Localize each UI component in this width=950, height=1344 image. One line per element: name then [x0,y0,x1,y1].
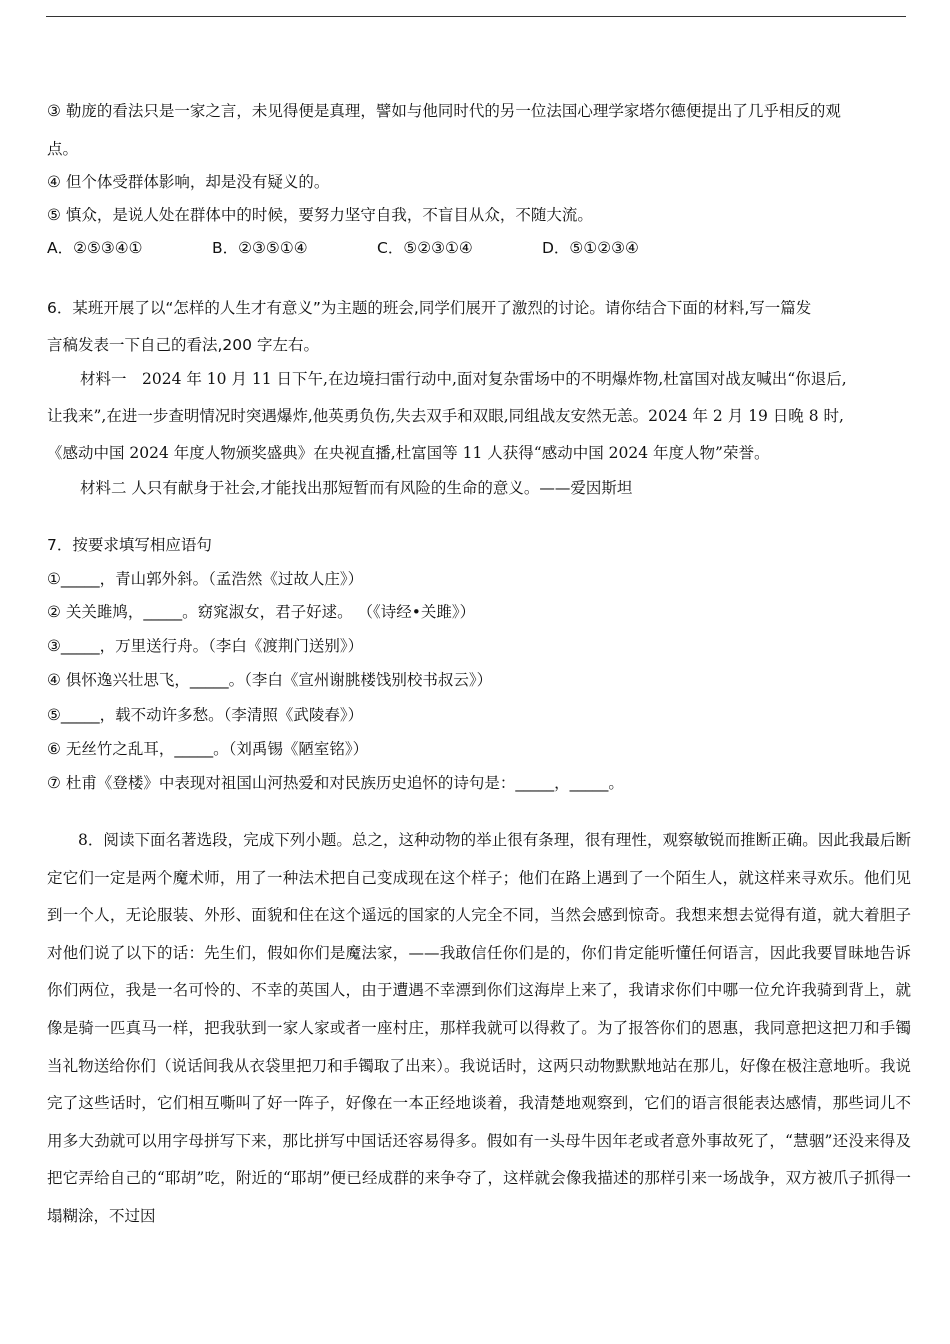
header-rule [46,16,906,17]
q5-statement-3a: ③ 勒庞的看法只是一家之言，未见得便是真理，譬如与他同时代的另一位法国心理学家塔尔德便提出了几乎相反的观 [47,102,841,120]
q7-item-1: ①_____，青山郭外斜。（孟浩然《过故人庄》） [47,570,364,588]
q7-item-6: ⑥ 无丝竹之乱耳，_____。（刘禹锡《陋室铭》） [47,740,369,758]
q7-title: 7．按要求填写相应语句 [47,536,212,554]
q7-item-4: ④ 俱怀逸兴壮思飞，_____。（李白《宣州谢朓楼饯别校书叔云》） [47,671,493,689]
q7-item-5: ⑤_____，载不动许多愁。（李清照《武陵春》） [47,706,364,724]
q5-statement-5: ⑤ 慎众，是说人处在群体中的时候，要努力坚守自我，不盲目从众，不随大流。 [47,206,593,224]
question-8-passage: 8．阅读下面名著选段，完成下列小题。总之，这种动物的举止很有条理，很有理性，观察敏锐而推断正确。因此我最后断定它们一定是两个魔术师，用了一种法术把自己变成现在这个样子；他们在路上遇到了一个陌生人，就这样来寻欢乐。他们见到一个人，无论服装、外形、面貌和住在这个遥远的国家的人完全不同，当然会感到惊奇。我想来想去觉得有道，就大着胆子对他们说了以下的话：先生们，假如你们是魔法家，——我敢信任你们是的，你们肯定能听懂任何语言，因此我要冒昧地告诉你们两位，我是一名可怜的、不幸的英国人，由于遭遇不幸漂到你们这海岸上来了，我请求你们中哪一位允许我骑到背上，就像是骑一匹真马一样，把我驮到一家人家或者一座村庄，那样我就可以得救了。为了报答你们的恩惠，我同意把这把刀和手镯当礼物送给你们（说话间我从衣袋里把刀和手镯取了出来）。我说话时，这两只动物默默地站在那儿，好像在极注意地听。我说完了这些话时，它们相互嘶叫了好一阵子，好像在一本正经地谈着，我清楚地观察到，它们的语言很能表达感情，那些词儿不用多大劲就可以用字母拼写下来，那比拼写中国话还容易得多。假如有一头母牛因年老或者意外事故死了，“慧骃”还没来得及把它弄给自己的“耶胡”吃，附近的“耶胡”便已经成群的来争夺了，这样就会像我描述的那样引来一场战争，双方被爪子抓得一塌糊涂，不过因 [47,831,911,1225]
q5-statement-4: ④ 但个体受群体影响，却是没有疑义的。 [47,173,330,191]
q6-material-1c: 《感动中国 2024 年度人物颁奖盛典》在央视直播,杜富国等 11 人获得“感动中国 2024 年度人物”荣誉。 [47,444,770,462]
q6-prompt-b: 言稿发表一下自己的看法,200 字左右。 [47,336,319,354]
q5-options [47,238,747,260]
q7-item-2: ② 关关雎鸠，_____。窈窕淑女，君子好逑。 （《诗经•关雎》） [47,603,476,621]
option-a[interactable]: A．②⑤③④① [47,239,143,257]
q5-statement-3b: 点。 [47,140,79,158]
q7-item-3: ③_____，万里送行舟。（李白《渡荆门送别》） [47,637,364,655]
option-c[interactable]: C．⑤②③①④ [377,239,473,257]
q6-prompt-a: 6．某班开展了以“怎样的人生才有意义”为主题的班会,同学们展开了激烈的讨论。请你结合下面的材料,写一篇发 [47,299,812,317]
q6-material-1b: 让我来”,在进一步查明情况时突遇爆炸,他英勇负伤,失去双手和双眼,同组战友安然无恙。2024 年 2 月 19 日晚 8 时, [47,407,844,425]
q6-material-2: 材料二 人只有献身于社会,才能找出那短暂而有风险的生命的意义。——爱因斯坦 [80,479,633,497]
q7-item-7: ⑦ 杜甫《登楼》中表现对祖国山河热爱和对民族历史追怀的诗句是：_____，_____。 [47,774,624,792]
option-b[interactable]: B．②③⑤①④ [212,239,308,257]
q6-material-1a: 材料一 2024 年 10 月 11 日下午,在边境扫雷行动中,面对复杂雷场中的不明爆炸物,杜富国对战友喊出“你退后, [80,370,847,388]
option-d[interactable]: D．⑤①②③④ [542,239,639,257]
